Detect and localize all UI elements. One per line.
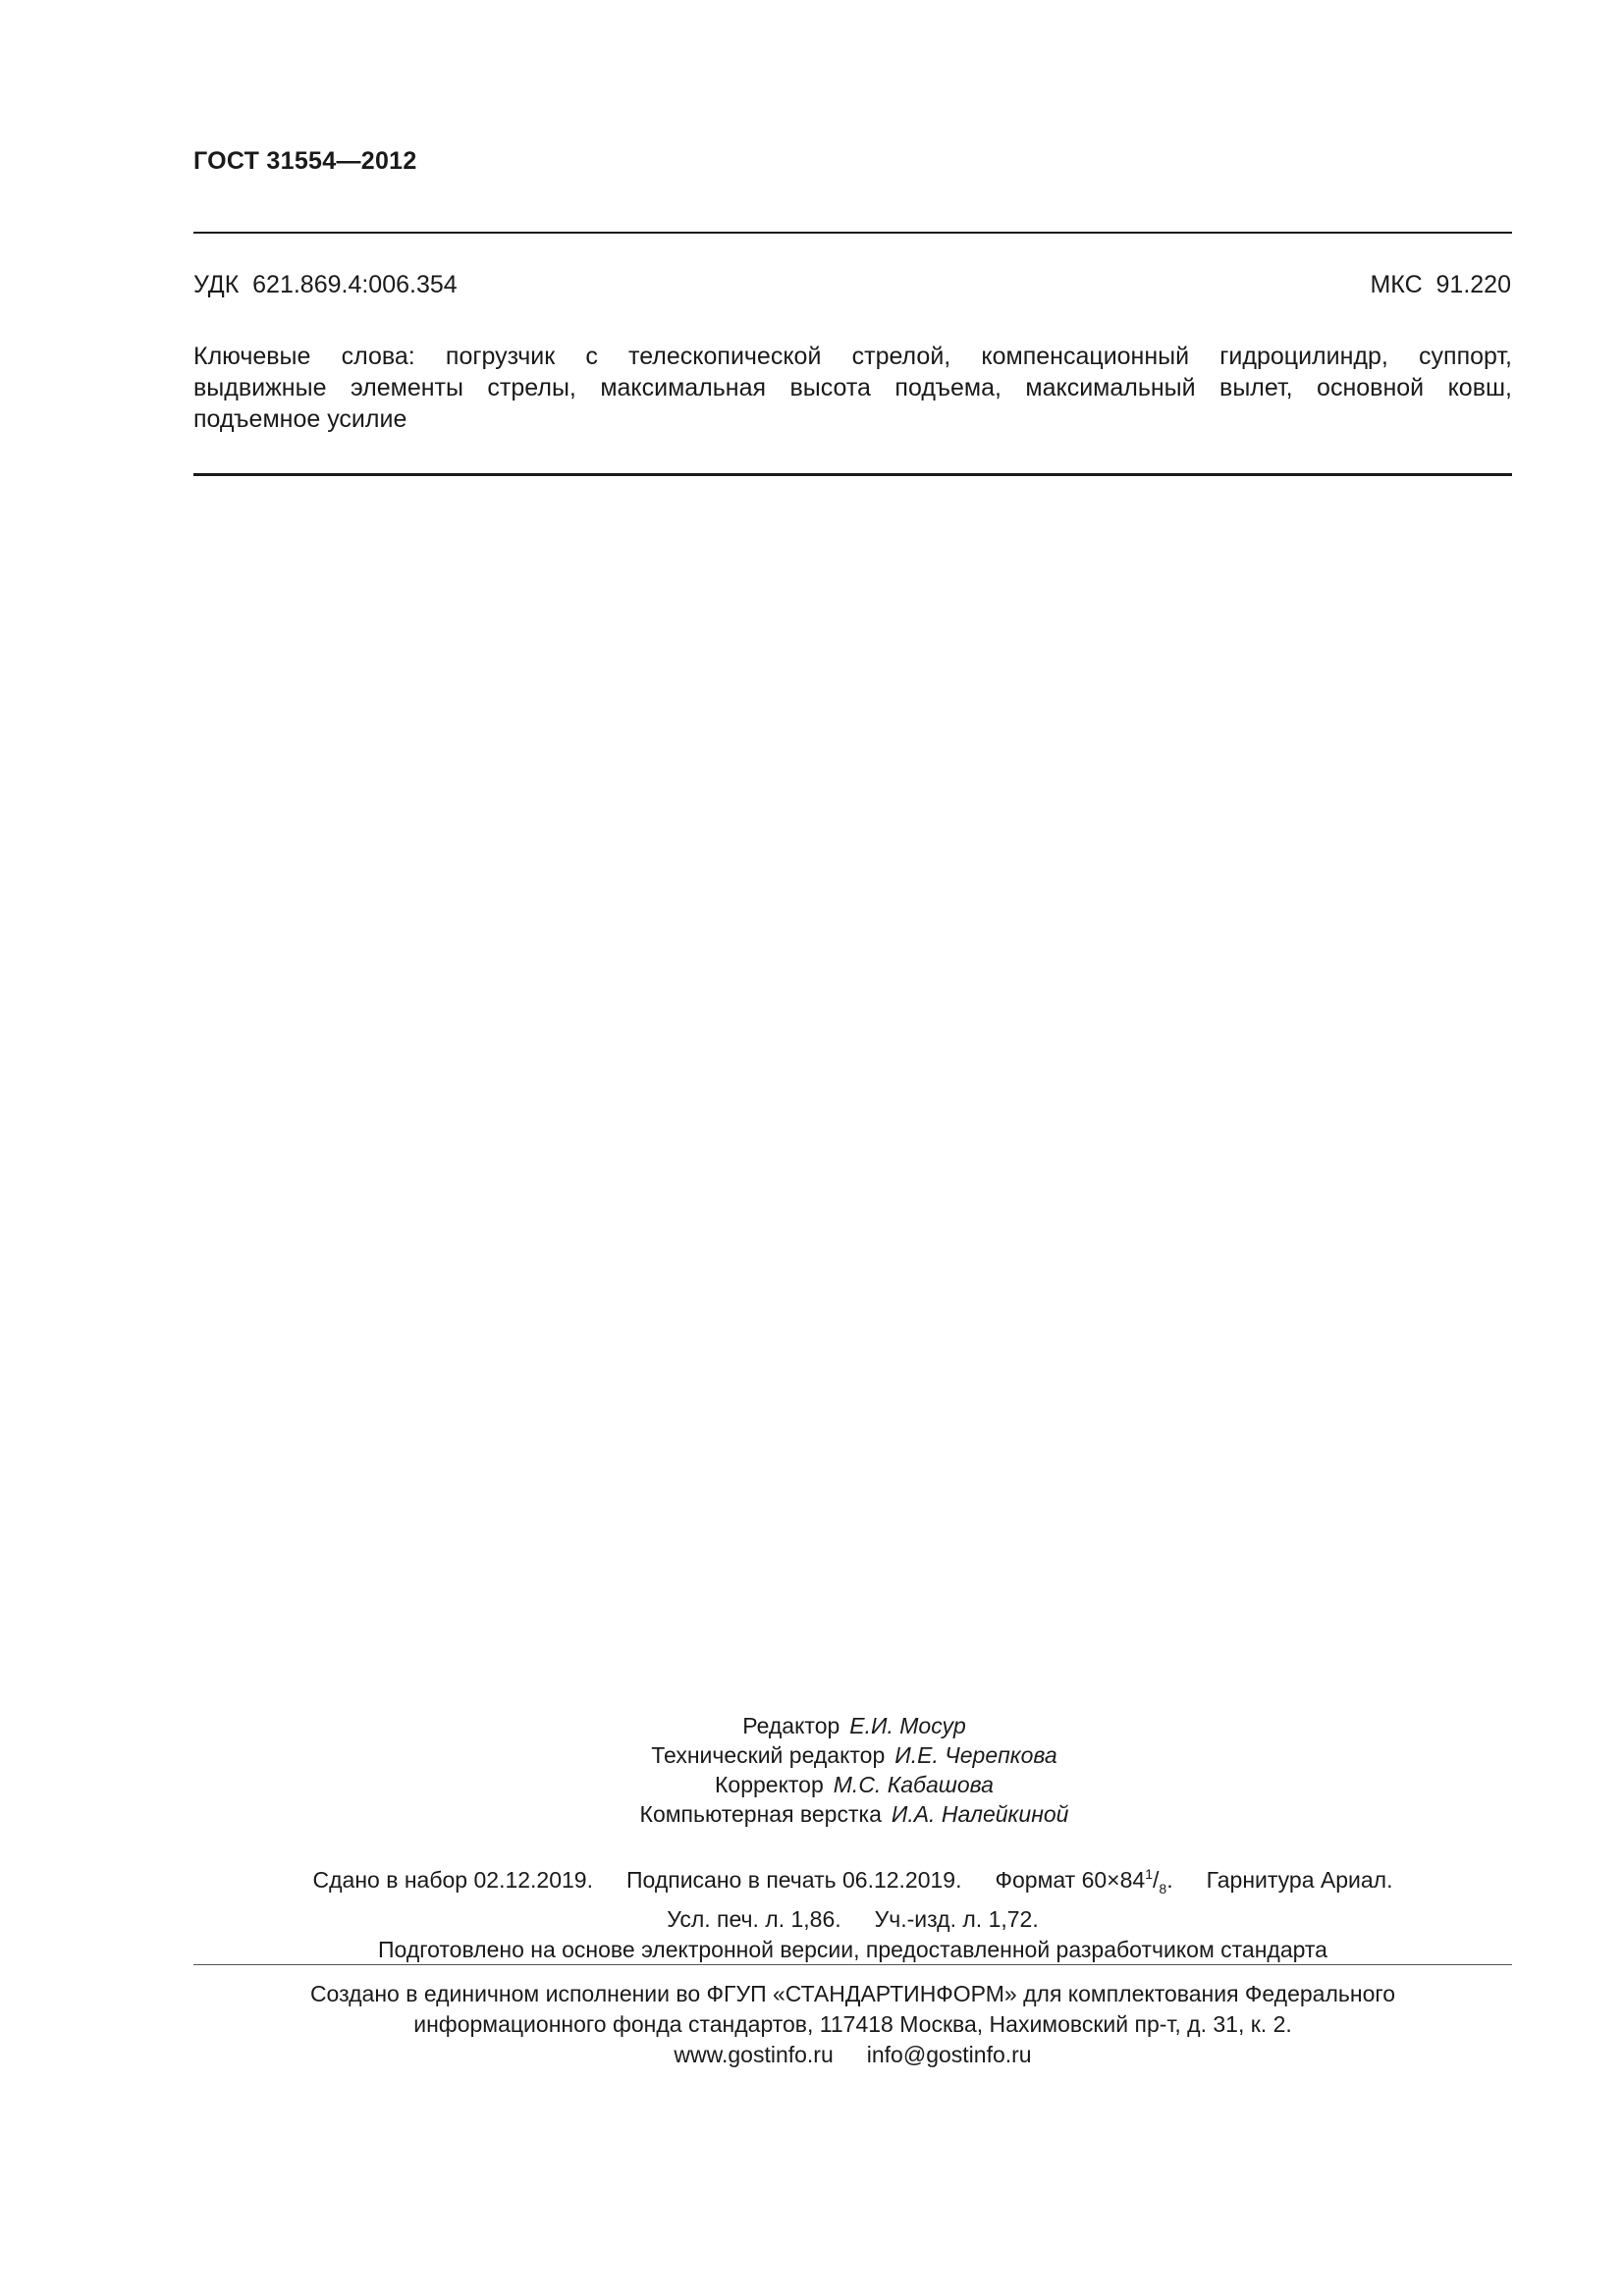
keywords-block — [193, 341, 1512, 435]
keywords-line: подъемное усилие — [193, 405, 407, 433]
prepared-note: Подготовлено на основе электронной версии, предоставленной разработчиком стандарта — [378, 1937, 1327, 1962]
footer-line-1: Создано в единичном исполнении во ФГУП «СТАНДАРТИНФОРМ» для комплектования Федерального — [309, 1981, 1396, 2006]
publisher-sheets: Уч.-изд. л. 1,72. — [874, 1906, 1039, 1932]
credit-layout — [0, 1799, 1624, 1829]
typeface: Гарнитура Ариал. — [1206, 1867, 1393, 1893]
credit-role: Корректор — [715, 1772, 824, 1797]
footer-contacts — [193, 2040, 1512, 2070]
credits-block — [0, 1711, 1624, 1829]
credit-name: И.А. Налейкиной — [891, 1801, 1069, 1827]
credit-technical-editor — [0, 1740, 1624, 1770]
keywords-line: Ключевые слова: погрузчик с телескопической стрелой, компенсационный гидроцилиндр, суппорт, — [193, 343, 1512, 370]
imprint-line-2 — [193, 1904, 1512, 1935]
publisher-footer — [193, 1979, 1512, 2070]
footer-divider — [193, 1964, 1512, 1965]
credit-proofreader — [0, 1770, 1624, 1799]
format-numerator: 1 — [1145, 1866, 1153, 1882]
credit-editor — [0, 1711, 1624, 1740]
credit-name: Е.И. Мосур — [849, 1713, 966, 1738]
format-prefix: Формат 60×84 — [995, 1867, 1146, 1893]
submitted-date: Сдано в набор 02.12.2019. — [312, 1867, 593, 1893]
imprint-block — [193, 1859, 1512, 1965]
keywords-line: выдвижные элементы стрелы, максимальная высота подъема, максимальный вылет, основной ковш, — [193, 374, 1512, 401]
credit-name: И.Е. Черепкова — [894, 1742, 1057, 1768]
email-link[interactable]: info@gostinfo.ru — [866, 2042, 1032, 2067]
imprint-line-1 — [193, 1859, 1512, 1904]
format-denominator: 8 — [1159, 1881, 1167, 1896]
format-suffix: . — [1166, 1867, 1173, 1893]
website-link[interactable]: www.gostinfo.ru — [674, 2042, 834, 2067]
credit-role: Компьютерная верстка — [639, 1801, 882, 1827]
mks-code: МКС 91.220 — [1370, 271, 1511, 298]
credit-name: М.С. Кабашова — [833, 1772, 994, 1797]
udc-code: УДК 621.869.4:006.354 — [193, 271, 458, 298]
credit-role: Редактор — [742, 1713, 840, 1738]
standard-id-header: ГОСТ 31554—2012 — [193, 147, 417, 175]
footer-line-2: информационного фонда стандартов, 117418 Москва, Нахимовский пр-т, д. 31, к. 2. — [413, 2011, 1292, 2037]
format-separator: / — [1153, 1867, 1160, 1893]
credit-role: Технический редактор — [651, 1742, 886, 1768]
paper-format — [995, 1866, 1173, 1896]
keywords-divider — [193, 473, 1512, 476]
signed-date: Подписано в печать 06.12.2019. — [626, 1867, 962, 1893]
top-divider — [193, 232, 1512, 234]
print-sheets: Усл. печ. л. 1,86. — [667, 1906, 841, 1932]
